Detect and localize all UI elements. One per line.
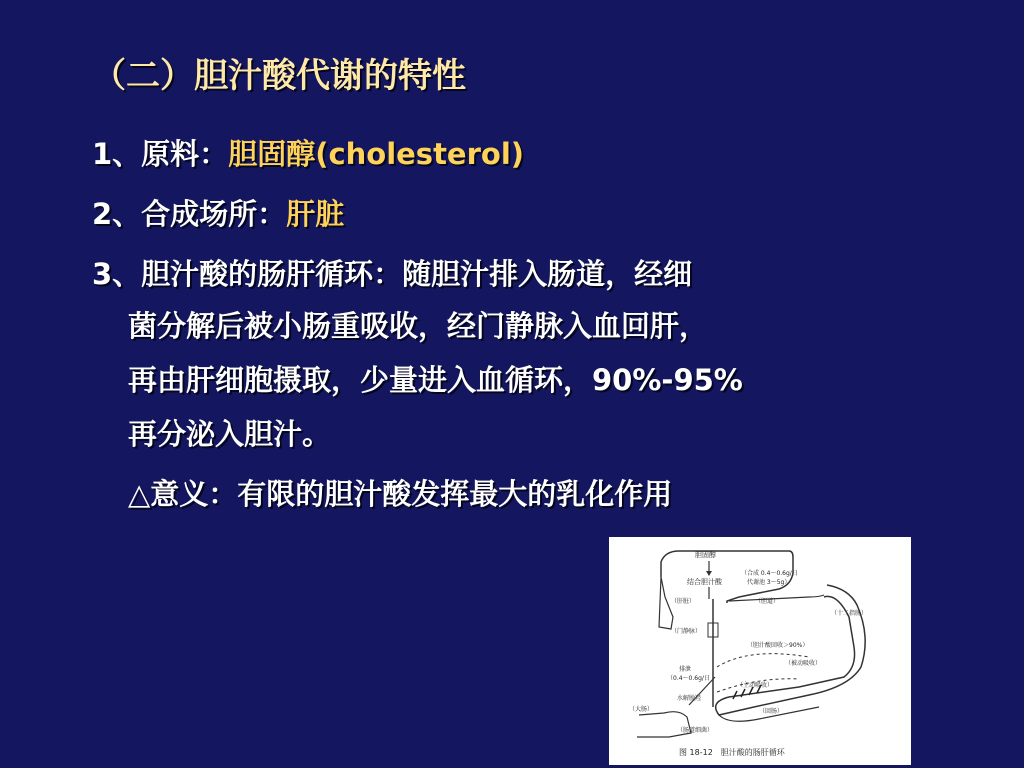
label-hydrolysis: 水解脱羟: [677, 695, 702, 702]
item-enterohepatic-line-1: 3、胆汁酸的肠肝循环：随胆汁排入肠道，经细: [92, 257, 693, 291]
slide-title: （二）胆汁酸代谢的特性: [92, 56, 466, 96]
label-synthesis: （合成 0.4～0.6g/日: [741, 570, 798, 577]
item-synthesis-site-value: 肝脏: [286, 197, 345, 231]
label-large-intestine: （大肠）: [629, 706, 654, 713]
item-enterohepatic-line-4: 再分泌入胆汁。: [128, 417, 332, 451]
item-enterohepatic-line-3: 再由肝细胞摄取，少量进入血循环，90%-95%: [128, 363, 743, 397]
enterohepatic-circulation-figure: [609, 537, 911, 765]
label-excrete-amount: （0.4～0.6g/日: [667, 675, 710, 682]
label-portal: （门静脉）: [671, 628, 702, 635]
intestine-outline: [716, 585, 868, 715]
label-ileum: （回肠）: [759, 708, 784, 715]
arrow-head-1: [706, 571, 712, 576]
label-cholesterol: 胆固醇: [695, 551, 716, 559]
item-raw-material-value: 胆固醇(cholesterol): [228, 137, 525, 171]
item-raw-material-label: 1、原料：: [92, 137, 229, 171]
label-liver: （肝脏）: [671, 598, 696, 605]
item-enterohepatic-line-2: 菌分解后被小肠重吸收，经门静脉入血回肝，: [128, 309, 709, 343]
label-pool: 代谢池 3～5g）: [747, 579, 791, 586]
label-gut-bacteria: （肠道细菌）: [677, 727, 714, 734]
label-passive: （被动吸收）: [785, 660, 822, 667]
item-synthesis-site: [92, 192, 344, 233]
label-reabsorb: （胆汁酸回收＞90%）: [747, 642, 809, 649]
figure-diagram: [609, 537, 911, 765]
label-duodenum: （十二指肠）: [831, 610, 868, 617]
figure-caption: 图 18-12 胆汁酸的肠肝循环: [679, 748, 785, 757]
item-synthesis-site-label: 2、合成场所：: [92, 197, 287, 231]
label-active: （主动吸收）: [737, 682, 774, 689]
label-excrete: 排泄: [679, 666, 692, 673]
liver-outline: [661, 551, 793, 603]
item-raw-material: [92, 132, 524, 173]
label-bile-duct: （胆道）: [755, 598, 780, 605]
label-conjugated: 结合胆汁酸: [687, 578, 722, 586]
significance-text: △意义：有限的胆汁酸发挥最大的乳化作用: [128, 477, 673, 511]
